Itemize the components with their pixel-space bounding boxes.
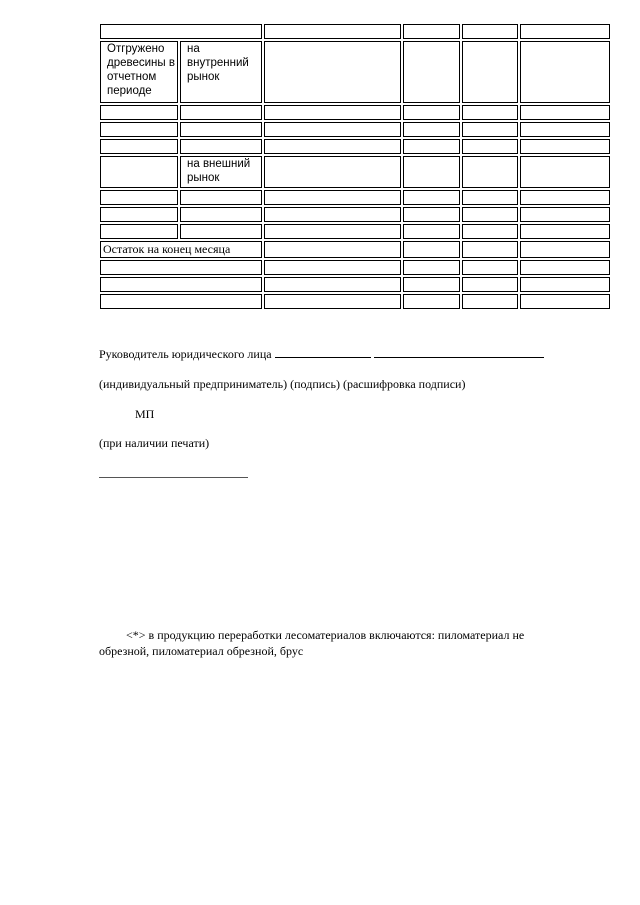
table-row [100,277,610,292]
footnote-separator [99,477,248,478]
foreign-market-label: на внешний рынок [180,156,262,188]
shipped-label: Отгружено древесины в отчетном периоде [100,41,178,103]
table-cell [520,24,610,39]
table-cell [100,156,178,188]
table-row [100,24,610,39]
table-cell [264,24,401,39]
domestic-market-label: на внутренний рынок [180,41,262,103]
table-row [100,122,610,137]
data-table [98,22,612,311]
table-cell [462,24,518,39]
table-cell [462,41,518,103]
signature-caption: (индивидуальный предприниматель) (подпись) (расшифровка подписи) [99,377,466,391]
table-row [100,207,610,222]
table-row [100,190,610,205]
table-row [100,156,610,188]
footnote-text: <*> в продукцию переработки лесоматериалов включаются: пиломатериал не обрезной, пиломатериал обрезной, брус [99,628,525,658]
table-row [100,241,610,258]
table-cell [100,24,262,39]
signature-blank [275,346,371,358]
name-blank [374,346,544,358]
table-row [100,139,610,154]
signature-line [99,346,544,362]
table-cell [520,41,610,103]
table-row [100,41,610,103]
table-row [100,224,610,239]
table-row [100,260,610,275]
manager-label: Руководитель юридического лица [99,347,272,361]
balance-label: Остаток на конец месяца [100,241,262,258]
stamp-note: (при наличии печати) [99,436,210,450]
stamp-label: МП [135,407,155,421]
table-cell [264,41,401,103]
table-row [100,294,610,309]
table-cell [403,24,460,39]
table-row [100,105,610,120]
table-cell [403,41,460,103]
